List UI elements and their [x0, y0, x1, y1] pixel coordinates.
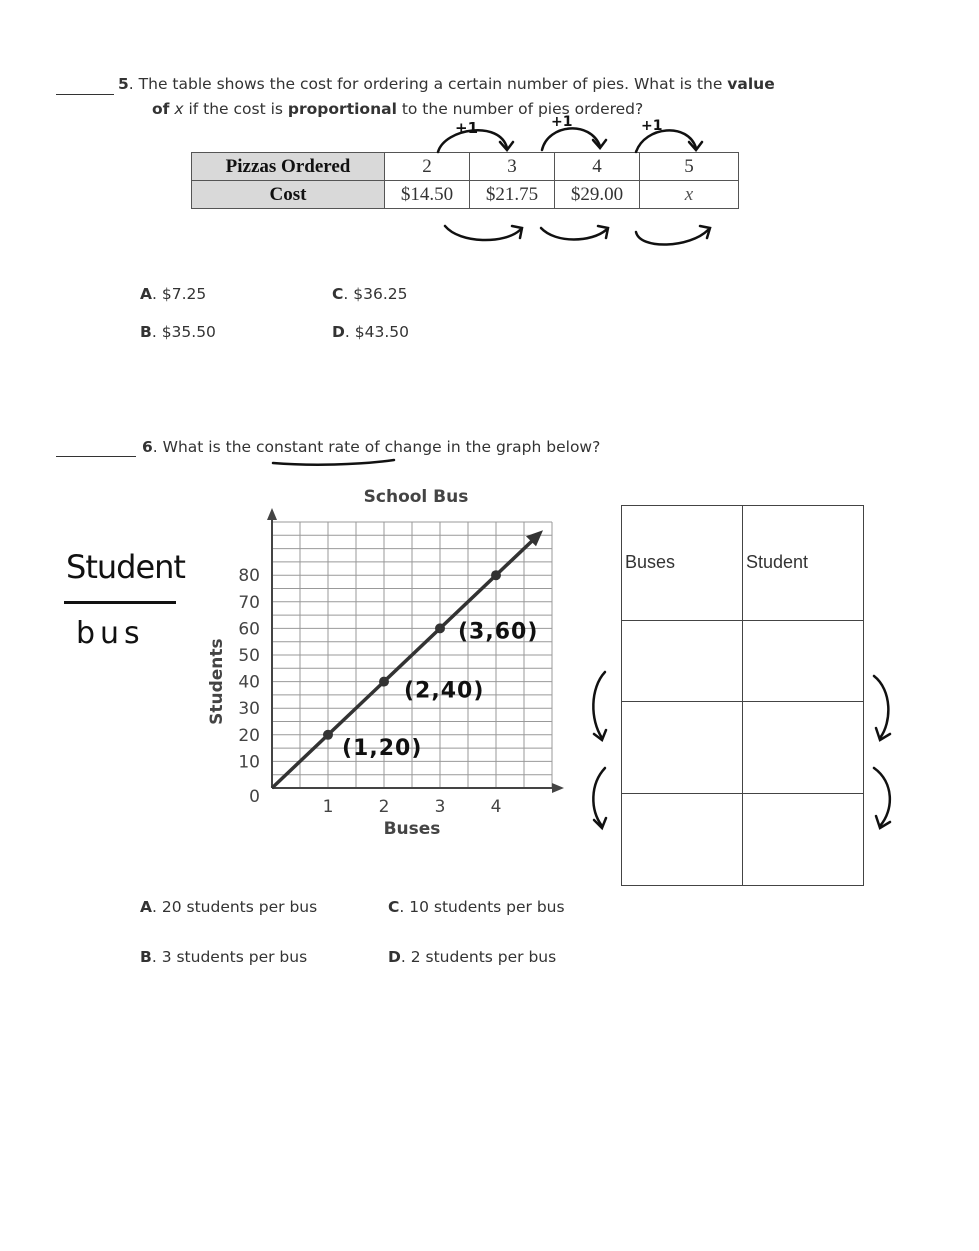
handwritten-plus-one: +1 — [455, 119, 479, 137]
school-bus-chart — [180, 476, 580, 846]
x-tick-label: 1 — [322, 797, 334, 817]
table-cell: 2 — [385, 153, 470, 181]
choice-a[interactable]: A. 20 students per bus — [140, 898, 318, 916]
table-header: Cost — [192, 181, 385, 209]
choice-b[interactable]: B. 3 students per bus — [140, 948, 308, 966]
question-number: 5 — [118, 75, 129, 93]
table-cell: 5 — [640, 153, 739, 181]
table-cell: $14.50 — [385, 181, 470, 209]
table-cell: 3 — [470, 153, 555, 181]
y-axis-label: Students — [207, 638, 227, 725]
handwritten-student: Student — [66, 548, 185, 586]
choice-c[interactable]: C. $36.25 — [332, 285, 408, 303]
handwritten-side-arrows — [580, 660, 920, 840]
data-point — [435, 623, 445, 633]
handwritten-plus-one: +1 — [551, 114, 573, 130]
data-point — [323, 730, 333, 740]
x-axis-arrow — [552, 783, 564, 793]
choice-a[interactable]: A. $7.25 — [140, 285, 207, 303]
y-tick-label: 0 — [249, 787, 260, 807]
fraction-bar — [64, 601, 176, 604]
choice-b[interactable]: B. $35.50 — [140, 323, 216, 341]
table-cell: 4 — [555, 153, 640, 181]
handwritten-underline — [270, 456, 400, 468]
table-cell: $29.00 — [555, 181, 640, 209]
data-point — [379, 677, 389, 687]
y-axis-arrow — [267, 508, 277, 520]
y-tick-label: 40 — [238, 672, 260, 693]
x-tick-label: 2 — [378, 797, 390, 817]
point-annotation: (1,20) — [342, 735, 423, 761]
point-annotation: (2,40) — [404, 678, 485, 704]
table-row — [622, 506, 864, 621]
y-tick-label: 80 — [238, 566, 260, 587]
handwritten-bus: bus — [76, 616, 145, 651]
handwritten-arrows-q5 — [0, 0, 979, 260]
question-5-line1: 5. The table shows the cost for ordering a certain number of pies. What is the value — [118, 75, 775, 93]
y-tick-label: 50 — [238, 646, 260, 666]
y-tick-label: 10 — [238, 752, 260, 773]
answer-blank-6[interactable] — [56, 440, 136, 457]
x-tick-label: 4 — [490, 797, 502, 817]
y-tick-label: 60 — [238, 619, 260, 640]
y-tick-label: 70 — [238, 592, 260, 613]
table-header: Buses — [622, 506, 743, 621]
point-annotation: (3,60) — [458, 619, 539, 645]
question-5-line2: of x if the cost is proportional to the number of pies ordered? — [152, 100, 644, 118]
x-tick-label: 3 — [434, 797, 446, 817]
table-header: Student — [743, 506, 864, 621]
question-6-text: 6. What is the constant rate of change in the graph below? — [142, 438, 601, 456]
handwritten-plus-one: +1 — [641, 118, 663, 134]
y-tick-label: 30 — [238, 699, 260, 720]
table-cell: $21.75 — [470, 181, 555, 209]
choice-d[interactable]: D. 2 students per bus — [388, 948, 557, 966]
data-point — [491, 570, 501, 580]
choice-c[interactable]: C. 10 students per bus — [388, 898, 565, 916]
question-number: 6 — [142, 438, 153, 456]
x-axis-label: Buses — [383, 819, 441, 839]
table-header: Pizzas Ordered — [192, 153, 385, 181]
choice-d[interactable]: D. $43.50 — [332, 323, 409, 341]
chart-title: School Bus — [363, 487, 469, 507]
y-tick-label: 20 — [238, 725, 260, 746]
table-cell: x — [640, 181, 739, 209]
